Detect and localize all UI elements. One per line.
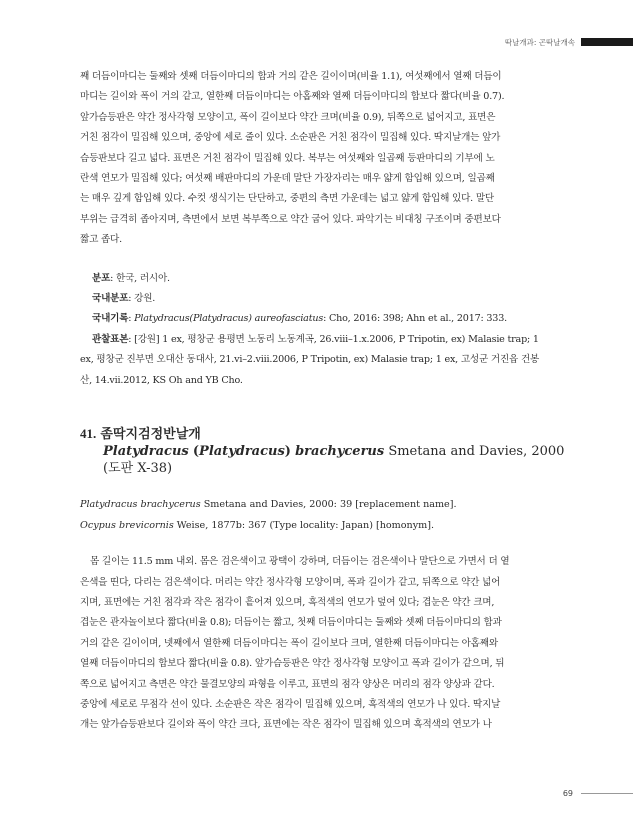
specimens	[92, 330, 572, 350]
description-line: 은색을 띤다, 다리는 검은색이다. 머리는 약간 정사각형 모양이며, 폭과 길이가 같고, 뒤쪽으로 약간 넓어	[80, 576, 501, 588]
species-genus: Platydracus	[103, 444, 189, 460]
description-line: 거의 같은 길이이며, 넷째에서 열한째 더듬이마디는 폭이 길이보다 크며, 열한째 더듬이마디는 아홉째와	[80, 637, 498, 649]
running-head-text: 딱날개과: 곤딱날개속	[504, 37, 575, 47]
species-epithet: brachycerus	[295, 444, 385, 460]
synonym-item	[80, 494, 572, 515]
synonym-list	[80, 494, 572, 536]
paragraph-line: 짧고 좁다.	[80, 234, 122, 246]
species-subgenus-wrap: (Platydracus)	[192, 444, 291, 460]
species-scientific-name	[80, 443, 572, 460]
description-line: 지며, 표면에는 거친 점각과 작은 점각이 흩어져 있으며, 흑적색의 연모가 덮여 있다; 겹눈은 약간 크며,	[80, 596, 495, 608]
synonym-ref: Smetana and Davies, 2000: 39 [replacement name].	[200, 499, 457, 511]
description-line: 몸 길이는 11.5 mm 내외. 몸은 검은색이고 광택이 강하며, 더듬이는 검은색이나 말단으로 가면서 더 옅	[90, 556, 510, 568]
specimens-continued	[80, 350, 572, 370]
record-epithet: aureofasciatus	[254, 313, 324, 325]
paragraph-line: 거친 점각이 밀집해 있으며, 중앙에 세로 줄이 있다. 소순판은 거친 점각이 밀집해 있다. 딱지날개는 앞가	[80, 132, 501, 144]
page-number: 69	[562, 789, 573, 798]
footer-rule	[581, 793, 633, 794]
specimens-label: 관찰표본	[92, 333, 129, 345]
record-label: 국내기록	[92, 313, 129, 325]
species-heading	[80, 425, 572, 477]
species-info	[80, 269, 572, 391]
domestic-label: 국내분포	[92, 293, 129, 305]
specimens-line: ex, 평창군 진부면 오대산 동대사, 21.vi–2.viii.2006, P Tripotin, ex) Malasie trap; 1 ex, 고성군 거진읍 건봉	[80, 354, 540, 366]
specimens-line: : [강원] 1 ex, 평창군 용평면 노동리 노동계곡, 26.viii–1.x.2006, P Tripotin, ex) Malasie trap; 1	[128, 333, 539, 345]
paragraph-line: 란색 연모가 밀집해 있다; 여섯째 배판마디의 가운데 말단 가장자리는 매우 얇게 함입해 있으며, 일곱째	[80, 173, 495, 185]
paragraph-line: 부위는 급격히 좁아지며, 측면에서 보면 복부쪽으로 약간 굽어 있다. 파악기는 비대칭 구조이며 중편보다	[80, 213, 501, 225]
record-refs: : Cho, 2016: 398; Ahn et al., 2017: 333.	[323, 313, 507, 325]
distribution	[92, 269, 572, 289]
description-line: 중앙에 세로로 무점각 선이 있다. 소순판은 작은 점각이 밀집해 있으며, 흑적색의 연모가 나 있다. 딱지날	[80, 698, 501, 710]
description-line: 쪽으로 넓어지고 측면은 약간 물결모양의 파형을 이루고, 표면의 점각 양상은 머리의 점각 양상과 같다.	[80, 678, 495, 690]
description-line: 개는 앞가슴등판보다 길이와 폭이 약간 크다, 표면에는 작은 점각이 밀집해 있으며 흑적색의 연모가 나	[80, 719, 492, 731]
synonym-ref: Weise, 1877b: 367 (Type locality: Japan) [homonym].	[173, 520, 435, 532]
species-authors: Smetana and Davies, 2000	[388, 444, 565, 460]
domestic-record: 국내기록: Platydracus(Platydracus) aureofasciatus: Cho, 2016: 398; Ahn et al., 2017: 333.	[92, 313, 507, 325]
synonym-name: Ocypus brevicornis	[80, 520, 174, 532]
paragraph-line: 째 더듬이마디는 둘째와 셋째 더듬이마디의 합과 거의 같은 길이이며(비율 1.1), 여섯째에서 열째 더듬이	[80, 71, 502, 82]
specimens-line: 산, 14.vii.2012, KS Oh and YB Cho.	[80, 374, 243, 386]
species-plate: (도판 X-38)	[103, 461, 173, 477]
specimens-continued	[80, 371, 572, 391]
species-subgenus: Platydracus	[199, 444, 285, 460]
species-number: 41.	[80, 426, 97, 442]
description-line: 열째 더듬이마디의 합보다 짧다(비율 0.8). 앞가슴등판은 약간 정사각형 모양이고 폭과 길이가 같으며, 뒤	[80, 658, 505, 670]
paragraph-line: 앞가슴등판은 약간 정사각형 모양이고, 폭이 길이보다 약간 크며(비율 0.9), 뒤쪽으로 넓어지고, 표면은	[80, 111, 496, 123]
running-head	[505, 36, 633, 48]
paragraph-line: 슴등판보다 길고 넓다. 표면은 거친 점각이 밀집해 있다. 복부는 여섯째와 일곱째 등판마디의 기부에 노	[80, 152, 495, 164]
synonym-name: Platydracus brachycerus	[80, 499, 201, 511]
paragraph-line: 는 매우 깊게 함입해 있다. 수컷 생식기는 단단하고, 중편의 측면 가운데는 넓고 얇게 함입해 있다. 말단	[80, 193, 494, 205]
record-genus: Platydracus	[134, 313, 190, 325]
running-head-bar	[581, 38, 633, 46]
domestic-distribution	[92, 289, 572, 309]
paragraph-line: 마디는 길이와 폭이 거의 같고, 열한째 더듬이마디는 아홉째와 열째 더듬이마디의 합보다 짧다(비율 0.7).	[80, 91, 505, 103]
record-subgenus: (Platydracus)	[189, 313, 252, 325]
distribution-label: 분포	[92, 272, 111, 284]
page-content	[80, 67, 572, 736]
description-line: 겹눈은 관자놀이보다 짧다(비율 0.8); 더듬이는 짧고, 첫째 더듬이마디는 둘째와 셋째 더듬이마디의 합과	[80, 617, 502, 629]
domestic-value: : 강원.	[128, 293, 156, 305]
description	[80, 552, 572, 736]
synonym-item	[80, 515, 572, 536]
species-korean-name: 좀딱지검정반날개	[100, 427, 201, 443]
page-footer	[563, 789, 633, 798]
paragraph-continued	[80, 67, 572, 251]
distribution-value: : 한국, 러시아.	[110, 272, 170, 284]
